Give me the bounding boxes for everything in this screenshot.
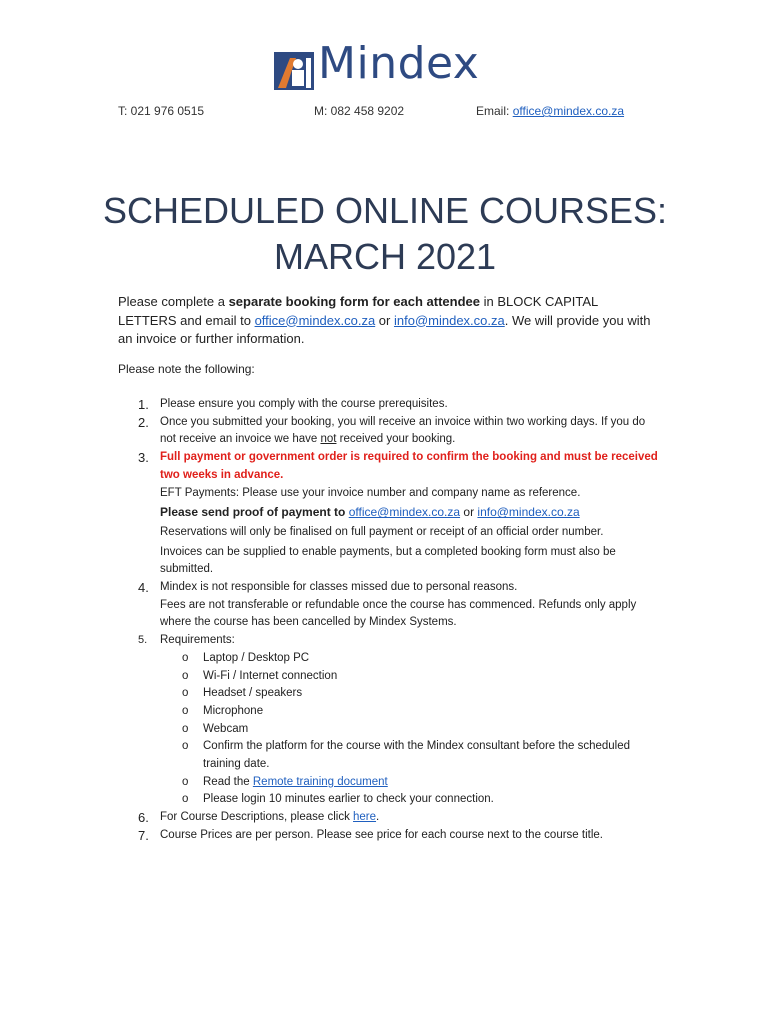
proof-or: or	[460, 505, 478, 520]
requirement-text: Webcam	[203, 722, 249, 735]
item-text: Once you submitted your booking, you will receive an invoice within two working days. If you do not receive an invoice we have	[160, 415, 646, 446]
eft-instructions: EFT Payments: Please use your invoice number and company name as reference.	[160, 486, 581, 499]
proof-of-payment	[160, 504, 658, 522]
mindex-logo-icon	[272, 48, 316, 92]
bullet-icon: o	[182, 775, 189, 788]
item-number: 5.	[138, 634, 148, 647]
bullet-icon: o	[182, 669, 189, 682]
requirement-wifi	[118, 668, 658, 686]
bullet-icon: o	[182, 793, 189, 806]
mindex-logo	[272, 38, 502, 98]
item-number: 1.	[138, 397, 149, 412]
requirement-text: Laptop / Desktop PC	[203, 651, 310, 664]
item-number: 3.	[138, 450, 149, 466]
fees-text: Fees are not transferable or refundable once the course has commenced. Refunds only apply where the course has been cancelled by Mindex Systems.	[160, 598, 637, 629]
requirement-laptop	[118, 650, 658, 668]
bullet-icon: o	[182, 687, 189, 700]
proof-label: Please send proof of payment to	[160, 505, 349, 520]
list-item-4	[118, 579, 658, 632]
requirement-login-early	[118, 791, 658, 809]
invoices-text: Invoices can be supplied to enable payments, but a completed booking form must also be submitted.	[160, 545, 616, 576]
list-item-2	[118, 414, 658, 449]
item-text: Mindex is not responsible for classes missed due to personal reasons.	[160, 581, 518, 594]
intro-or: or	[375, 312, 394, 328]
payment-warning: Full payment or government order is required to confirm the booking and must be received two weeks in advance.	[160, 451, 658, 481]
item-underlined: not	[320, 433, 337, 446]
bullet-icon: o	[182, 722, 189, 735]
intro-bold: separate booking form for each attendee	[228, 294, 480, 309]
intro-email-office-link[interactable]: office@mindex.co.za	[254, 312, 376, 328]
requirement-text: Wi-Fi / Internet connection	[203, 669, 338, 682]
logo-text: Mindex	[318, 38, 480, 89]
item-text: For Course Descriptions, please click	[160, 811, 354, 824]
item-text: Course Prices are per person. Please see price for each course next to the course title.	[160, 828, 603, 841]
item-text: Requirements:	[160, 634, 235, 647]
list-item-5	[118, 632, 658, 650]
requirement-text: Microphone	[203, 704, 264, 717]
remote-training-document-link[interactable]: Remote training document	[252, 775, 388, 788]
page-title	[0, 188, 770, 280]
item-text-end: .	[376, 811, 380, 824]
item-number: 6.	[138, 810, 149, 826]
bullet-icon: o	[182, 704, 189, 717]
item-text-end: received your booking.	[336, 433, 456, 446]
proof-email-info-link[interactable]: info@mindex.co.za	[477, 505, 580, 520]
telephone: T: 021 976 0515	[118, 104, 205, 118]
list-item-1	[118, 396, 658, 414]
title-line-1: SCHEDULED ONLINE COURSES:	[102, 190, 668, 231]
intro-paragraph	[118, 293, 658, 349]
contact-bar	[0, 104, 770, 122]
requirement-remote-doc	[118, 774, 658, 792]
requirement-text: Please login 10 minutes earlier to check your connection.	[203, 793, 494, 806]
requirement-text: Confirm the platform for the course with the Mindex consultant before the scheduled training date.	[203, 740, 631, 771]
title-line-2: MARCH 2021	[273, 236, 497, 277]
list-item-7	[118, 827, 658, 845]
notes-list	[118, 396, 658, 845]
list-item-6	[118, 809, 658, 827]
requirement-text: Read the	[203, 775, 253, 788]
email-label: Email:	[476, 104, 510, 118]
requirement-webcam	[118, 721, 658, 739]
email-line	[476, 104, 624, 118]
list-item-3	[118, 449, 658, 579]
intro-text-3: . We will provide you with an invoice or further information.	[118, 312, 651, 346]
bullet-icon: o	[182, 651, 189, 664]
item-number: 7.	[138, 827, 149, 843]
requirement-text: Headset / speakers	[203, 687, 303, 700]
mobile: M: 082 458 9202	[314, 104, 405, 118]
bullet-icon: o	[182, 740, 189, 753]
requirement-platform	[118, 738, 658, 773]
item-text: Please ensure you comply with the course prerequisites.	[160, 398, 448, 410]
requirement-microphone	[118, 703, 658, 721]
course-descriptions-link[interactable]: here	[353, 811, 377, 824]
proof-email-office-link[interactable]: office@mindex.co.za	[348, 505, 461, 520]
note-heading: Please note the following:	[118, 362, 255, 376]
intro-text-1: Please complete a	[118, 294, 229, 309]
item-number: 4.	[138, 580, 149, 596]
header-email-link[interactable]: office@mindex.co.za	[512, 104, 625, 118]
requirement-headset	[118, 685, 658, 703]
reservations-text: Reservations will only be finalised on full payment or receipt of an official order number.	[160, 525, 604, 538]
item-number: 2.	[138, 414, 149, 430]
intro-text-2: in BLOCK CAPITAL LETTERS and email to	[118, 294, 598, 328]
intro-email-info-link[interactable]: info@mindex.co.za	[393, 312, 505, 328]
